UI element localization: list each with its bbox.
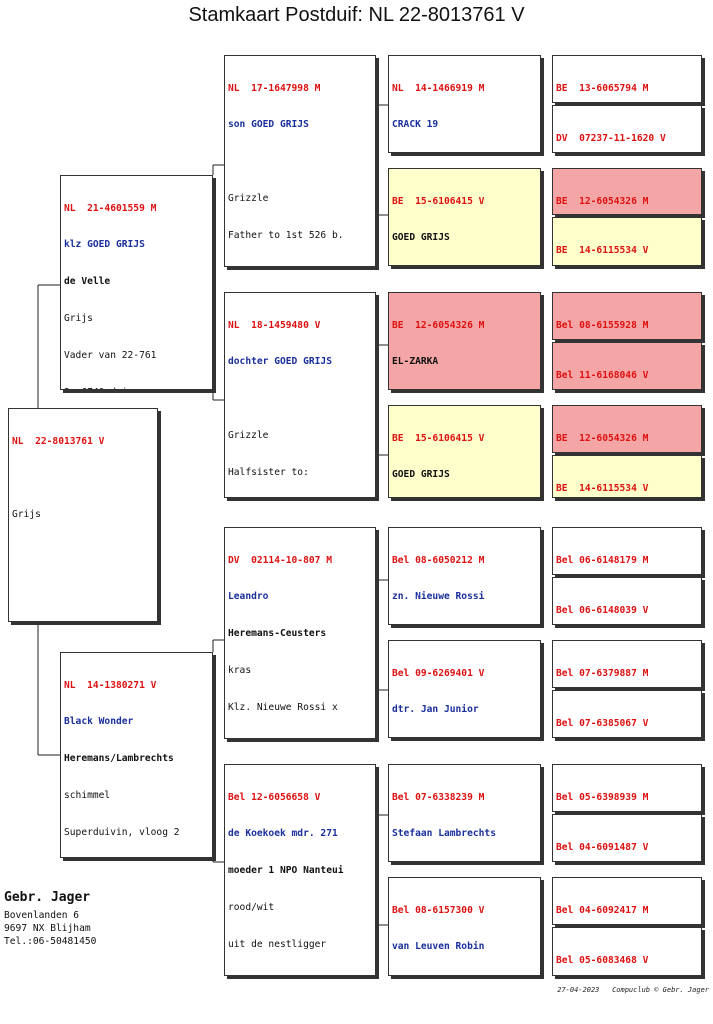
pigeon-card-gen5-14[interactable]: [552, 814, 702, 862]
ring-number: Bel 05-6398939 M: [556, 791, 649, 803]
ring-number: BE 14-6115534 V: [556, 482, 649, 494]
owner-name: Heremans/Lambrechts: [64, 753, 174, 765]
ring-number: NL 14-1380271 V: [64, 679, 157, 691]
pigeon-name: van Leuven Robin: [392, 941, 485, 953]
pigeon-name: dtr. Jan Junior: [392, 704, 479, 716]
pigeon-card-gen5-9[interactable]: [552, 527, 702, 575]
ring-number: Bel 12-6056658 V: [228, 791, 321, 803]
pigeon-name: dochter GOED GRIJS: [228, 356, 332, 368]
color-note: Grijs: [12, 509, 41, 521]
pigeon-card-gen5-10[interactable]: [552, 577, 702, 625]
owner-name: de Velle: [64, 276, 111, 288]
ring-number: BE 13-6065794 M: [556, 82, 649, 94]
breeder-info: [4, 890, 96, 948]
pigeon-card-paternal-grandfather[interactable]: [224, 55, 376, 267]
pigeon-card-gen4-3[interactable]: [388, 292, 541, 390]
ring-number: DV 02114-10-807 M: [228, 554, 332, 566]
ring-number: NL 18-1459480 V: [228, 319, 321, 331]
note-line: Grizzle: [228, 430, 269, 442]
note-line: Grijs: [64, 313, 93, 325]
pigeon-card-gen5-13[interactable]: [552, 764, 702, 812]
pigeon-name: zn. Nieuwe Rossi: [392, 591, 485, 603]
footer-credit: Compuclub © Gebr. Jager: [612, 986, 709, 994]
breeder-phone: Tel.:06-50481450: [4, 936, 97, 947]
note-line: kras: [228, 665, 252, 677]
ring-number: BE 15-6106415 V: [392, 195, 485, 207]
pigeon-name: klz GOED GRIJS: [64, 239, 145, 251]
ring-number: Bel 07-6338239 M: [392, 791, 485, 803]
owner-name: Heremans-Ceusters: [228, 628, 327, 640]
ring-number: Bel 04-6091487 V: [556, 841, 649, 853]
ring-number: Bel 09-6269401 V: [392, 667, 485, 679]
ring-number: BE 12-6054326 M: [392, 319, 485, 331]
note-line: [64, 387, 209, 390]
pigeon-card-father[interactable]: [60, 175, 213, 390]
breeder-address: Bovenlanden 6: [4, 910, 80, 921]
pigeon-card-gen5-5[interactable]: [552, 292, 702, 340]
footer-date: 27-04-2023: [557, 986, 600, 994]
ring-number: NL 21-4601559 M: [64, 202, 157, 214]
owner-name: moeder 1 NPO Nanteui: [228, 865, 344, 877]
pigeon-card-maternal-grandfather[interactable]: [224, 527, 376, 739]
ring-number: NL 17-1647998 M: [228, 82, 321, 94]
ring-number: Bel 06-6148179 M: [556, 554, 649, 566]
pigeon-card-gen5-15[interactable]: [552, 877, 702, 925]
pigeon-name: CRACK 19: [392, 119, 439, 131]
ring-number: Bel 04-6092417 M: [556, 904, 649, 916]
ring-number: NL 22-8013761 V: [12, 435, 105, 447]
note-line: Grizzle: [228, 193, 269, 205]
footer: [557, 986, 709, 994]
pigeon-name: Leandro: [228, 591, 269, 603]
pigeon-card-gen4-6[interactable]: [388, 640, 541, 738]
pigeon-name: GOED GRIJS: [392, 232, 450, 244]
pigeon-card-gen5-16[interactable]: [552, 927, 702, 976]
note-line: uit de nestligger: [228, 939, 327, 951]
pigeon-card-gen4-7[interactable]: [388, 764, 541, 862]
ring-number: BE 12-6054326 M: [556, 432, 649, 444]
ring-number: BE 15-6106415 V: [392, 432, 485, 444]
pigeon-name: EL-ZARKA: [392, 356, 439, 368]
pigeon-name: Stefaan Lambrechts: [392, 828, 496, 840]
ring-number: Bel 11-6168046 V: [556, 369, 649, 381]
note-line: schimmel: [64, 790, 111, 802]
pigeon-card-paternal-grandmother[interactable]: [224, 292, 376, 498]
note-line: Father to 1st 526 b.: [228, 230, 344, 242]
pigeon-card-gen5-4[interactable]: [552, 217, 702, 266]
pigeon-card-gen5-2[interactable]: [552, 105, 702, 153]
ring-number: Bel 07-6379887 M: [556, 667, 649, 679]
pigeon-card-subject[interactable]: [8, 408, 158, 622]
breeder-postcode: 9697 NX Blijham: [4, 923, 91, 934]
ring-number: Bel 08-6155928 M: [556, 319, 649, 331]
pigeon-card-gen5-7[interactable]: [552, 405, 702, 453]
note-line: Vader van 22-761: [64, 350, 157, 362]
ring-number: DV 07237-11-1620 V: [556, 132, 666, 144]
pigeon-card-gen5-3[interactable]: [552, 168, 702, 215]
pigeon-name: son GOED GRIJS: [228, 119, 309, 131]
pigeon-name: de Koekoek mdr. 271: [228, 828, 338, 840]
ring-number: BE 12-6054326 M: [556, 195, 649, 207]
pigeon-card-maternal-grandmother[interactable]: [224, 764, 376, 976]
ring-number: Bel 08-6050212 M: [392, 554, 485, 566]
pigeon-card-gen4-5[interactable]: [388, 527, 541, 625]
ring-number: Bel 07-6385067 V: [556, 717, 649, 729]
pigeon-card-gen5-1[interactable]: [552, 55, 702, 103]
note-line: Klz. Nieuwe Rossi x: [228, 702, 338, 714]
ring-number: Bel 08-6157300 V: [392, 904, 485, 916]
ring-number: NL 14-1466919 M: [392, 82, 485, 94]
pigeon-card-gen4-8[interactable]: [388, 877, 541, 976]
pigeon-card-gen5-11[interactable]: [552, 640, 702, 688]
note-line: Halfsister to:: [228, 467, 309, 479]
pigeon-card-gen5-6[interactable]: [552, 342, 702, 390]
ring-number: Bel 05-6083468 V: [556, 954, 649, 966]
pigeon-card-gen4-1[interactable]: [388, 55, 541, 153]
note-line: rood/wit: [228, 902, 275, 914]
ring-number: Bel 06-6148039 V: [556, 604, 649, 616]
pigeon-card-gen4-4[interactable]: [388, 405, 541, 498]
breeder-name: Gebr. Jager: [4, 890, 91, 905]
pigeon-card-gen4-2[interactable]: [388, 168, 541, 266]
note-line: Superduivin, vloog 2: [64, 827, 180, 839]
pigeon-card-gen5-12[interactable]: [552, 690, 702, 738]
pigeon-card-gen5-8[interactable]: [552, 455, 702, 498]
ring-number: BE 14-6115534 V: [556, 244, 649, 256]
page-title: Stamkaart Postduif: NL 22-8013761 V: [188, 4, 525, 26]
pigeon-card-mother[interactable]: [60, 652, 213, 858]
pigeon-name: Black Wonder: [64, 716, 134, 728]
pigeon-name: GOED GRIJS: [392, 469, 450, 481]
